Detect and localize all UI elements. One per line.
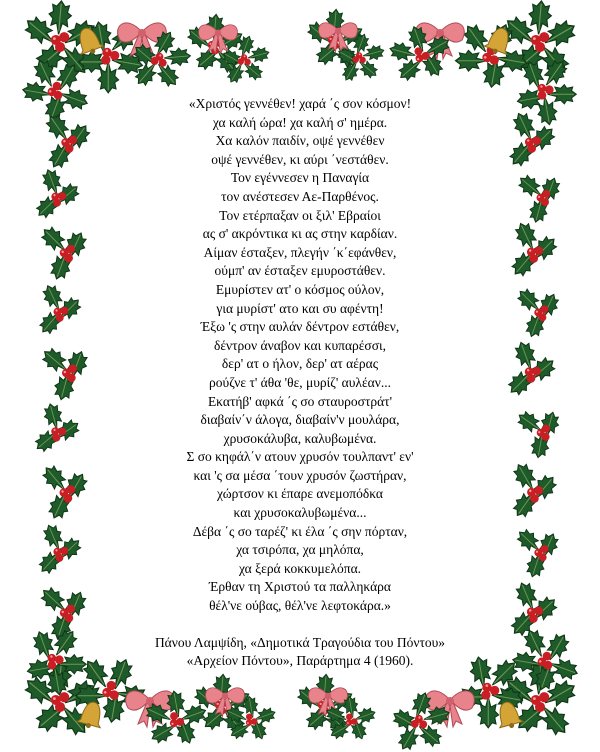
poem-line: Τον εγέννεσεν η Παναγία — [230, 170, 370, 186]
poem-line: Εμυρίστεν ατ' ο κόσμος ούλον, — [215, 281, 385, 297]
poem-line: χώρτσον κι έπαρε ανεμοπόδκα — [217, 486, 383, 502]
left-side-holly — [26, 111, 101, 647]
poem-line: χα τσιρόπα, χα μηλόπα, — [236, 542, 364, 558]
poem-line: τον ανέστεσεν Αε-Παρθένος. — [221, 188, 379, 204]
poem-line: ούμπ' αν έσταξεν εμυροστάθεν. — [214, 263, 386, 279]
poem-line: δερ' ατ ο ήλον, δερ' ατ αέρας — [221, 356, 379, 372]
right-side-holly — [499, 107, 574, 647]
poem-line: Χα καλόν παιδίν, οψέ γεννέθεν — [215, 133, 385, 149]
poem-line: Αίμαν έσταξεν, πλεγήν ΄κ΄εφάνθεν, — [203, 244, 397, 260]
poem-line: χα ξερά κοκκυμελόπα. — [238, 560, 362, 576]
poem-line: Εκατήβ' αφκά ΄ς σο σταυροστράτ' — [207, 393, 393, 409]
source-credits — [110, 634, 490, 671]
poem-line: δέντρον άναβον και κυπαρέσσι, — [214, 337, 386, 353]
poem-line: διαβαίν΄ν άλογα, διαβαίν'ν μουλάρα, — [200, 412, 400, 428]
poem-line: και 'ς σα μέσα ΄τουν χρυσόν ζωστήραν, — [193, 467, 407, 483]
poem-line: για μυρίστ' ατο και συ αφέντη! — [216, 300, 384, 316]
bottom-center-holly — [191, 673, 383, 752]
poem-line: Έξω 'ς στην αυλάν δέντρον εστάθεν, — [200, 319, 400, 335]
poem-line: θέλ'νε ούβας, θέλ'νε λεφτοκάρα.» — [209, 598, 391, 614]
top-center-holly — [184, 8, 393, 92]
poem-line: ας σ' ακρόντικα κι ας στην καρδίαν. — [202, 226, 398, 242]
poem-body — [110, 95, 490, 671]
poem-line: χα καλή ώρα! χα καλή σ' ημέρα. — [212, 114, 388, 130]
credit-source-book: Πάνου Λαμψίδη, «Δημοτικά Τραγούδια του Πόντου» — [154, 634, 446, 650]
poem-line: χρυσοκάλυβα, καλυβωμένα. — [223, 430, 377, 446]
poem-line: οψέ γεννέθεν, κι αύρι ΄νεστάθεν. — [211, 151, 389, 167]
poem-line: και χρυσοκαλυβωμένα... — [233, 505, 367, 521]
poem-line: Έρθαν τη Χριστού τα παλληκάρα — [209, 579, 391, 595]
credit-archive-reference: «Αρχείον Πόντου», Παράρτημα 4 (1960). — [186, 653, 414, 669]
poem-line: Σ σο κηφάλ΄ν ατουν χρυσόν τουλπαντ' εν' — [186, 449, 414, 465]
poem-line: ρούζνε τ' άθα 'θε, μυρίζ' αυλέαν... — [209, 374, 391, 390]
poem-line: «Χριστός γεννέθεν! χαρά ΄ς σον κόσμον! — [188, 96, 412, 111]
poem-line: Τον ετέρπαξαν οι ξιλ' Εβραίοι — [219, 207, 381, 223]
poem-line: Δέβα ΄ς σο ταρέζ' κι έλα ΄ς σην πόρταν, — [192, 523, 408, 539]
